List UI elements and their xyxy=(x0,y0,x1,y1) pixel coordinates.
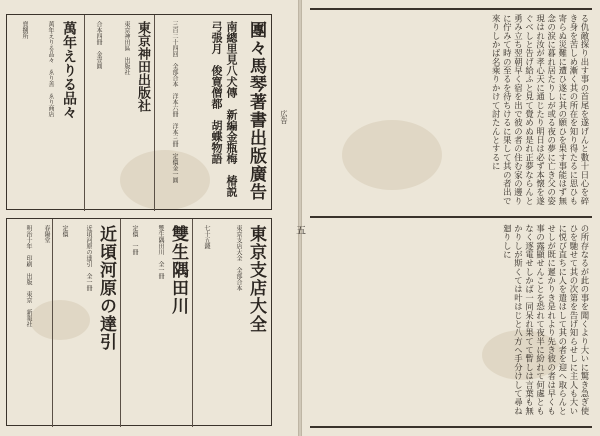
ad-body-kodakara: 雙生隅田川 全一冊 xyxy=(157,225,164,279)
lower-text: の所存なるが此の事を聞くより大いに驚き急ぎ使ひを馳せて其の次第を告げ知らせしに主人も大いに悦び直ちに人を遣はして其の者を迎へ取らんとせしが既に遲かりき是れより先き彼の者は早くも事の露顯せんことを恐れて夜半に紛れて何處ともなく逐電せしかば一同呆れ果てて暫しは言葉も無かりしが斯くては叶はじと八方へ手分けして尋ね廻りしに xyxy=(502,224,590,416)
ad-side-tokyo: 合本四冊 金壹圓 xyxy=(95,21,102,69)
side-label: 広告 xyxy=(280,110,288,124)
ad-title-kinsei: 近頃河原の達引 xyxy=(96,225,116,351)
ad-side-kinsei: 定價 xyxy=(61,225,68,237)
ad-side-main: 三百二十四回 全部合本 洋本六冊 洋本三冊 定價金一圓 xyxy=(171,21,178,183)
imprint: 明治十年 印刷 出版 東京 新報社 xyxy=(25,225,32,327)
folio: 五 xyxy=(296,226,306,237)
ad-body-kinsei: 近頃河原の達引 全一冊 xyxy=(85,225,92,291)
ad-title-kodakara: 雙生隅田川 xyxy=(168,225,188,315)
ad-title-manyo: 萬年えりる品々 xyxy=(61,21,77,119)
ad-body-main: 南總里見八犬傳 新編金瓶梅 椿説弓張月 俊寛僧都 胡蝶物語 xyxy=(210,21,238,197)
ad-title-tokyo: 東京神田出版社 xyxy=(135,21,150,112)
left-page xyxy=(0,0,298,436)
ad-body-manyo: 萬年えりる品々 ゑり善 ゑり商店 xyxy=(47,21,54,117)
right-page xyxy=(302,0,600,436)
lower-ad-frame xyxy=(6,218,272,426)
ad-side-manyo: 賣捌所 xyxy=(21,21,28,39)
upper-text: る仇敵探り出す事の首尾を遂げんと數十日心を碎き身を苦しめ漸く其の所在を知り得たるに思ひも寄らぬ災難に遭ひ遂に其の願ひを果す事能はず無念の涙に暮れ居たりしが或る夜の夢に亡き父の姿現はれ汝が孝心天に通じたり明日は必ず本懐を遂ぐべしと告げ給ふと見て覺めぬ是れ正夢ならんと勇み立ち翌朝早く宿を出で彼の者の住む家の邊りに佇みて時の至るを待ちけるに果して其の者出で來りしかば名乘りかけて討たんとするに xyxy=(491,14,590,206)
ad-body-daisen: 東京支店大全 全部合本 xyxy=(235,225,242,291)
ad-body-tokyo: 東京神田區 出版社 xyxy=(123,21,130,75)
upper-ad-frame xyxy=(6,14,272,210)
ad-title-daisen: 東京支店大全 xyxy=(246,225,266,333)
ad-title-main: 團々馬琴著書出版廣告 xyxy=(246,21,266,201)
ad-side-daisen: 七十五錢 xyxy=(203,225,210,249)
publisher-stamp: 春陽堂 xyxy=(43,225,50,243)
ad-side-kodakara: 定價 一冊 xyxy=(131,225,138,255)
